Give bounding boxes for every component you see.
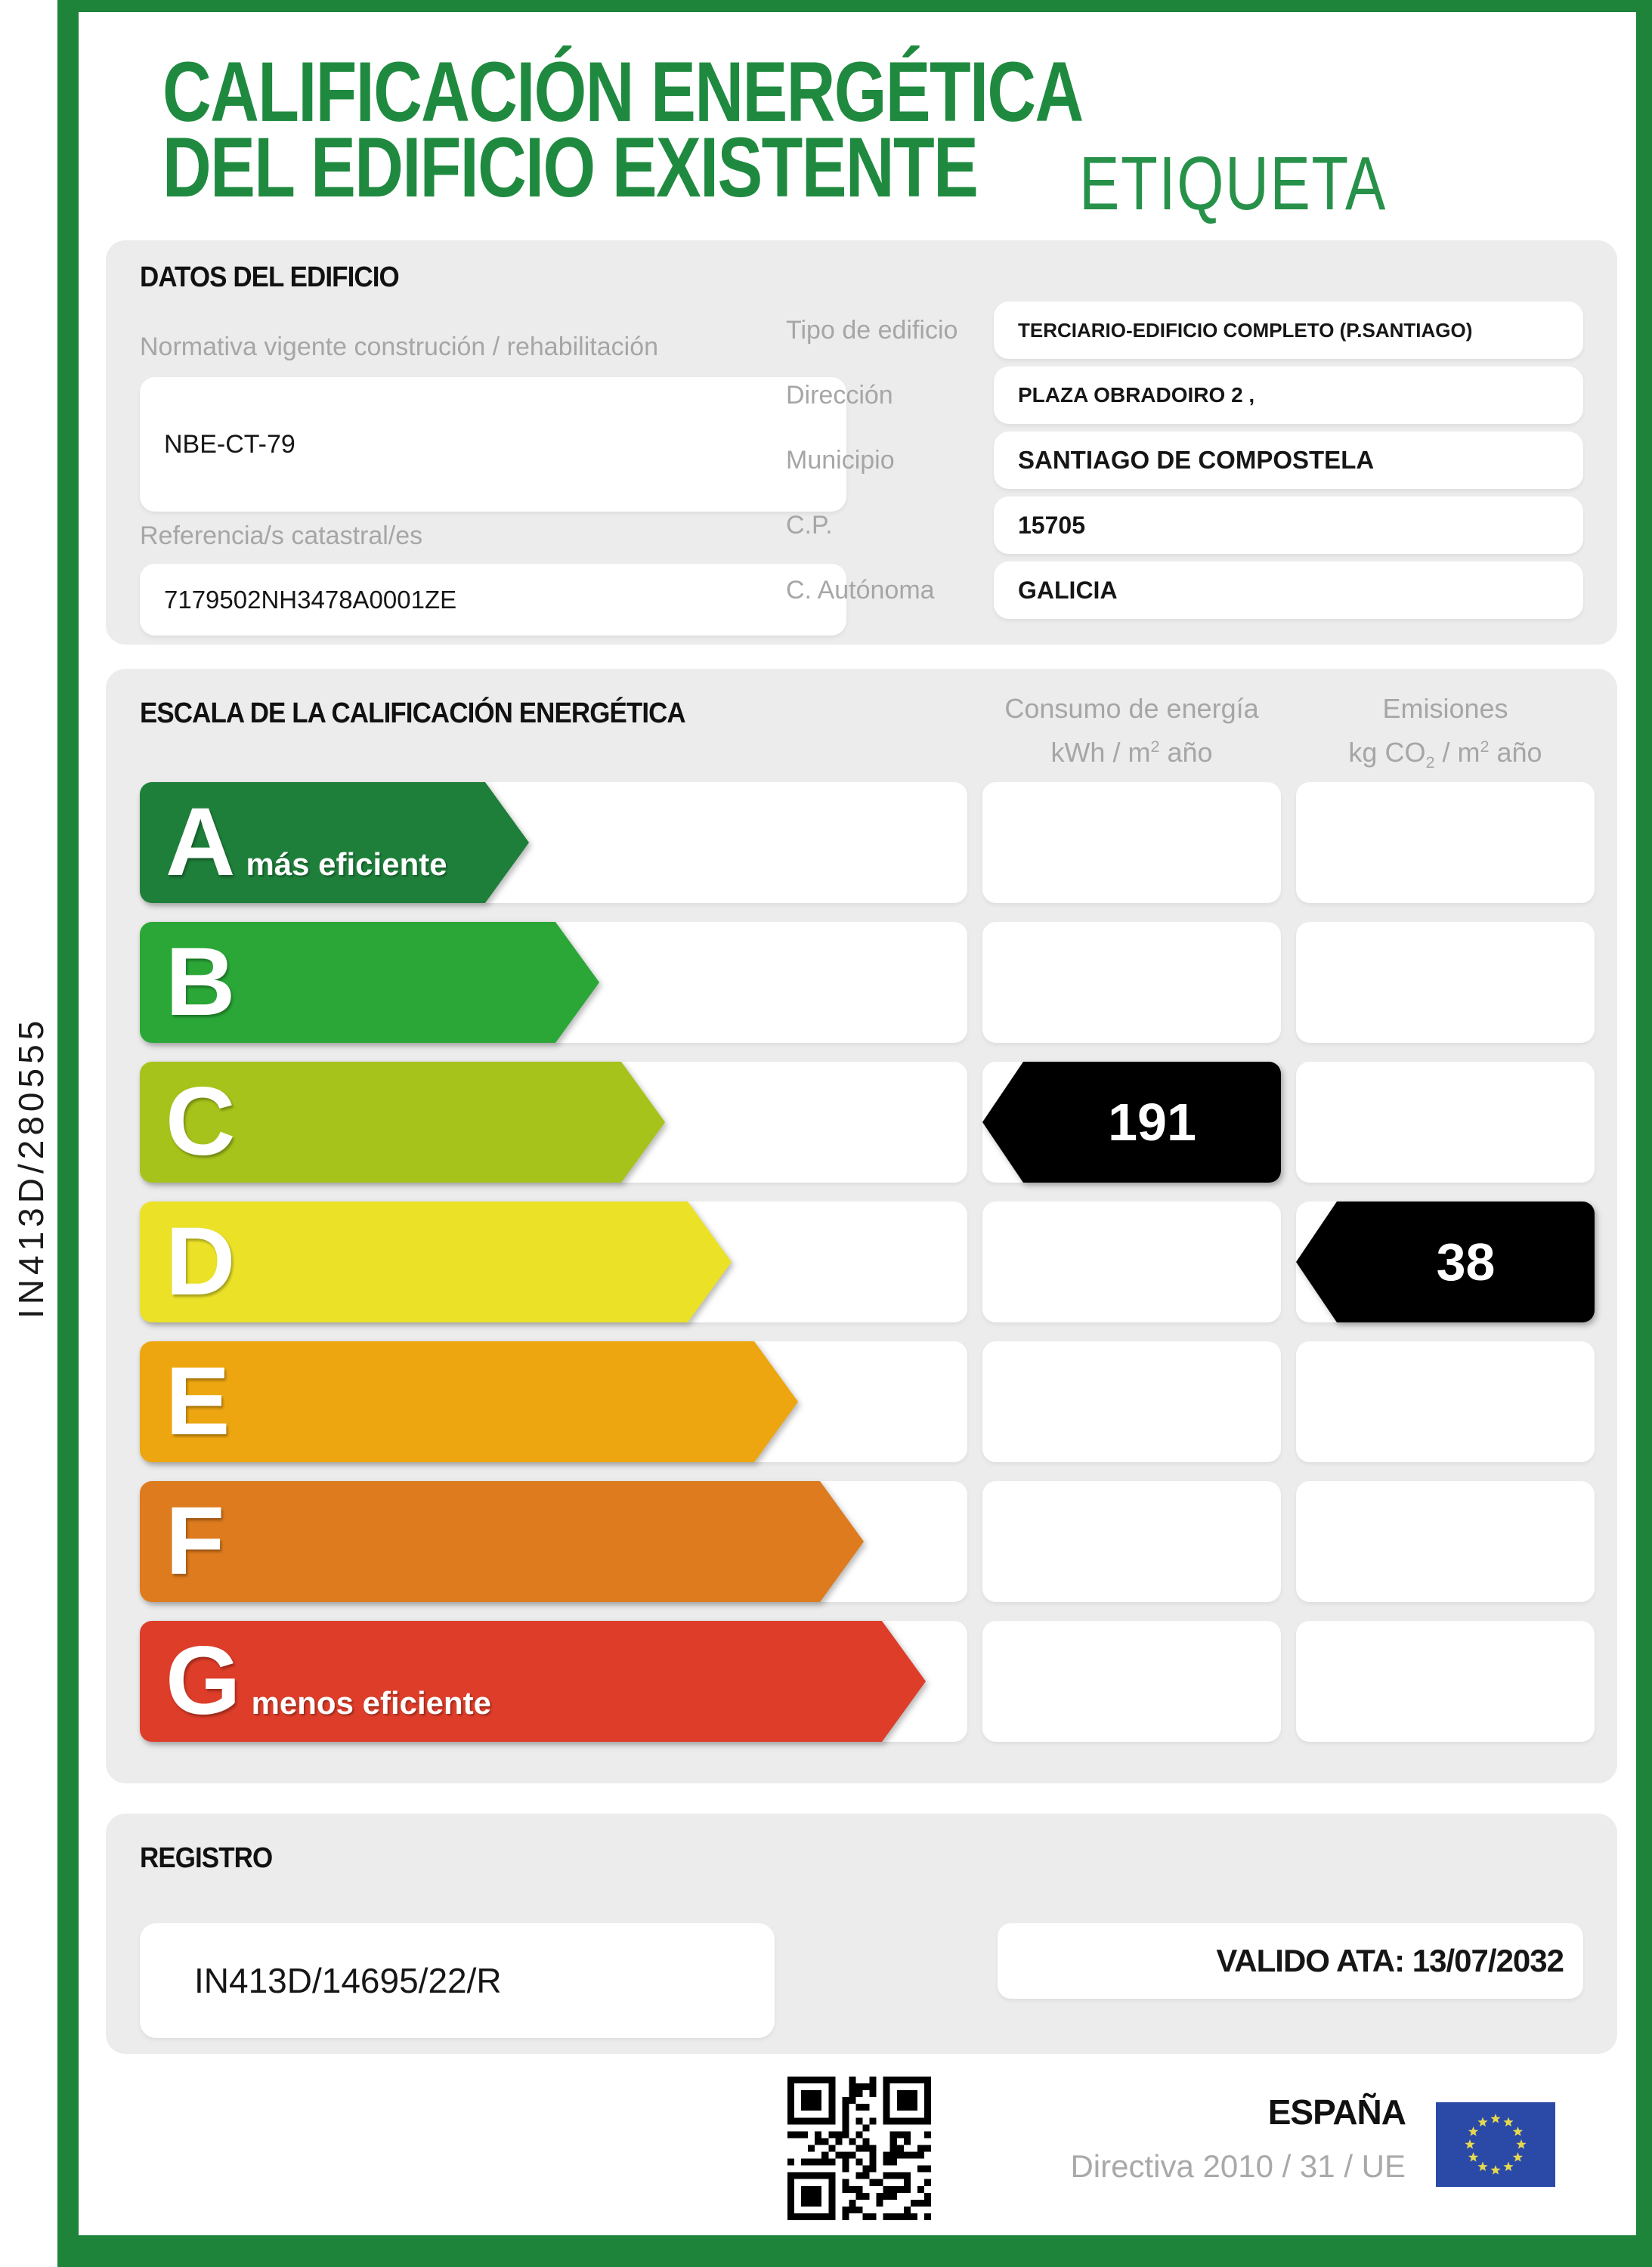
emisiones-value-arrow	[1296, 1202, 1595, 1322]
scale-row-g	[140, 1621, 1595, 1742]
tipo-edificio-value: TERCIARIO-EDIFICIO COMPLETO (P.SANTIAGO)	[1018, 318, 1473, 342]
rating-arrow-tip-c	[621, 1062, 665, 1183]
direccion-value: PLAZA OBRADOIRO 2 ,	[1018, 383, 1255, 407]
cp-label: C.P.	[786, 510, 833, 540]
side-registration-code: IN413D/280555	[11, 1016, 51, 1319]
consumo-cell-c	[982, 1062, 1281, 1183]
consumo-value-arrow	[982, 1062, 1281, 1183]
rating-arrow-tip-a	[485, 782, 529, 903]
emisiones-cell-d	[1296, 1202, 1595, 1322]
emisiones-header-line1: Emisiones	[1382, 693, 1508, 724]
frame-border-top	[57, 0, 1652, 12]
autonoma-value-box	[994, 561, 1583, 619]
rating-arrow-tip-f	[820, 1481, 864, 1602]
rating-letter-f: F	[166, 1487, 225, 1595]
rating-arrow-c	[140, 1062, 665, 1183]
scale-row-e	[140, 1341, 1595, 1462]
consumo-cell-f	[982, 1481, 1281, 1602]
scale-cell-c	[140, 1062, 967, 1183]
consumo-unit-sup: 2	[1150, 737, 1160, 756]
consumo-header-line1: Consumo de energía	[1004, 693, 1259, 724]
emisiones-unit-sup: 2	[1480, 737, 1490, 756]
emisiones-unit-post: año	[1489, 737, 1542, 768]
municipio-value: SANTIAGO DE COMPOSTELA	[1018, 446, 1375, 474]
autonoma-label: C. Autónoma	[786, 575, 935, 605]
rating-letter-b: B	[166, 928, 236, 1036]
referencia-value: 7179502NH3478A0001ZE	[164, 585, 457, 614]
energy-scale-heading: ESCALA DE LA CALIFICACIÓN ENERGÉTICA	[140, 697, 685, 729]
cp-value: 15705	[1018, 511, 1085, 539]
energy-scale-panel	[106, 669, 1617, 1783]
normativa-value: NBE-CT-79	[164, 429, 295, 459]
emisiones-unit-mid: / m	[1434, 737, 1480, 768]
emisiones-value: 38	[1337, 1202, 1595, 1322]
valid-until-text: VALIDO ATA: 13/07/2032	[1216, 1943, 1564, 1978]
scale-cell-f	[140, 1481, 967, 1602]
registro-number: IN413D/14695/22/R	[194, 1961, 502, 2000]
autonoma-value: GALICIA	[1018, 576, 1118, 604]
scale-row-a	[140, 782, 1595, 903]
rating-arrow-tip-b	[555, 922, 599, 1043]
emisiones-column-header	[1296, 690, 1595, 781]
rating-letter-c: C	[166, 1068, 236, 1176]
rating-arrow-tip-g	[882, 1621, 926, 1742]
direccion-value-box	[994, 366, 1583, 424]
consumo-unit-post: año	[1159, 737, 1213, 768]
referencia-value-box	[140, 564, 846, 636]
page-title-line1: CALIFICACIÓN ENERGÉTICA	[162, 45, 1083, 139]
emisiones-cell-f	[1296, 1481, 1595, 1602]
frame-border-right	[1636, 0, 1652, 2267]
consumo-cell-a	[982, 782, 1281, 903]
tipo-edificio-value-box	[994, 302, 1583, 359]
consumo-value-arrow-tip	[982, 1062, 1023, 1183]
normativa-value-box	[140, 377, 846, 512]
scale-cell-e	[140, 1341, 967, 1462]
qr-code	[787, 2077, 931, 2220]
rating-letter-a: A	[166, 788, 236, 896]
rating-letter-d: D	[166, 1208, 236, 1316]
rating-arrow-a	[140, 782, 529, 903]
rating-letter-g: G	[166, 1627, 241, 1735]
frame-border-bottom	[57, 2235, 1652, 2267]
emisiones-value-arrow-tip	[1296, 1202, 1337, 1322]
consumo-unit: kWh / m	[1050, 737, 1151, 768]
page-title-line2: DEL EDIFICIO EXISTENTE	[162, 120, 978, 215]
scale-row-b	[140, 922, 1595, 1043]
scale-cell-g	[140, 1621, 967, 1742]
rating-arrow-tip-e	[754, 1341, 798, 1462]
scale-cell-a	[140, 782, 967, 903]
registro-number-box	[140, 1923, 775, 2038]
eu-flag-icon	[1436, 2102, 1555, 2187]
building-data-heading: DATOS DEL EDIFICIO	[140, 261, 399, 293]
rating-arrow-tip-d	[688, 1202, 732, 1322]
scale-cell-d	[140, 1202, 967, 1322]
etiqueta-label: ETIQUETA	[1079, 141, 1387, 226]
consumo-column-header	[982, 690, 1281, 772]
rating-letter-e: E	[166, 1347, 230, 1455]
scale-row-d	[140, 1202, 1595, 1322]
emisiones-cell-c	[1296, 1062, 1595, 1183]
rating-label-a: más eficiente	[246, 846, 447, 882]
emisiones-cell-b	[1296, 922, 1595, 1043]
emisiones-cell-a	[1296, 782, 1595, 903]
energy-scale-rows	[140, 782, 1595, 1761]
consumo-cell-b	[982, 922, 1281, 1043]
scale-cell-b	[140, 922, 967, 1043]
emisiones-unit-sub: 2	[1425, 753, 1435, 772]
tipo-edificio-label: Tipo de edificio	[786, 315, 958, 345]
rating-arrow-g	[140, 1621, 926, 1742]
consumo-cell-e	[982, 1341, 1281, 1462]
frame-border-left	[57, 0, 79, 2267]
building-data-panel	[106, 240, 1617, 645]
normativa-label: Normativa vigente construción / rehabilitación	[140, 332, 659, 361]
registro-panel	[106, 1814, 1617, 2054]
scale-row-f	[140, 1481, 1595, 1602]
valid-until-box	[998, 1923, 1583, 1999]
municipio-value-box	[994, 431, 1583, 489]
rating-arrow-f	[140, 1481, 864, 1602]
rating-arrow-d	[140, 1202, 732, 1322]
scale-row-c	[140, 1062, 1595, 1183]
consumo-cell-d	[982, 1202, 1281, 1322]
consumo-cell-g	[982, 1621, 1281, 1742]
rating-label-g: menos eficiente	[251, 1685, 492, 1721]
emisiones-cell-g	[1296, 1621, 1595, 1742]
referencia-label: Referencia/s catastral/es	[140, 521, 423, 550]
registro-heading: REGISTRO	[140, 1842, 273, 1874]
country-label: ESPAÑA	[1267, 2092, 1406, 2132]
rating-arrow-b	[140, 922, 599, 1043]
cp-value-box	[994, 496, 1583, 554]
rating-arrow-e	[140, 1341, 798, 1462]
municipio-label: Municipio	[786, 445, 895, 475]
eu-directive-label: Directiva 2010 / 31 / UE	[1070, 2148, 1406, 2184]
consumo-value: 191	[1023, 1062, 1281, 1183]
emisiones-unit: kg CO	[1348, 737, 1426, 768]
emisiones-cell-e	[1296, 1341, 1595, 1462]
direccion-label: Dirección	[786, 380, 893, 410]
